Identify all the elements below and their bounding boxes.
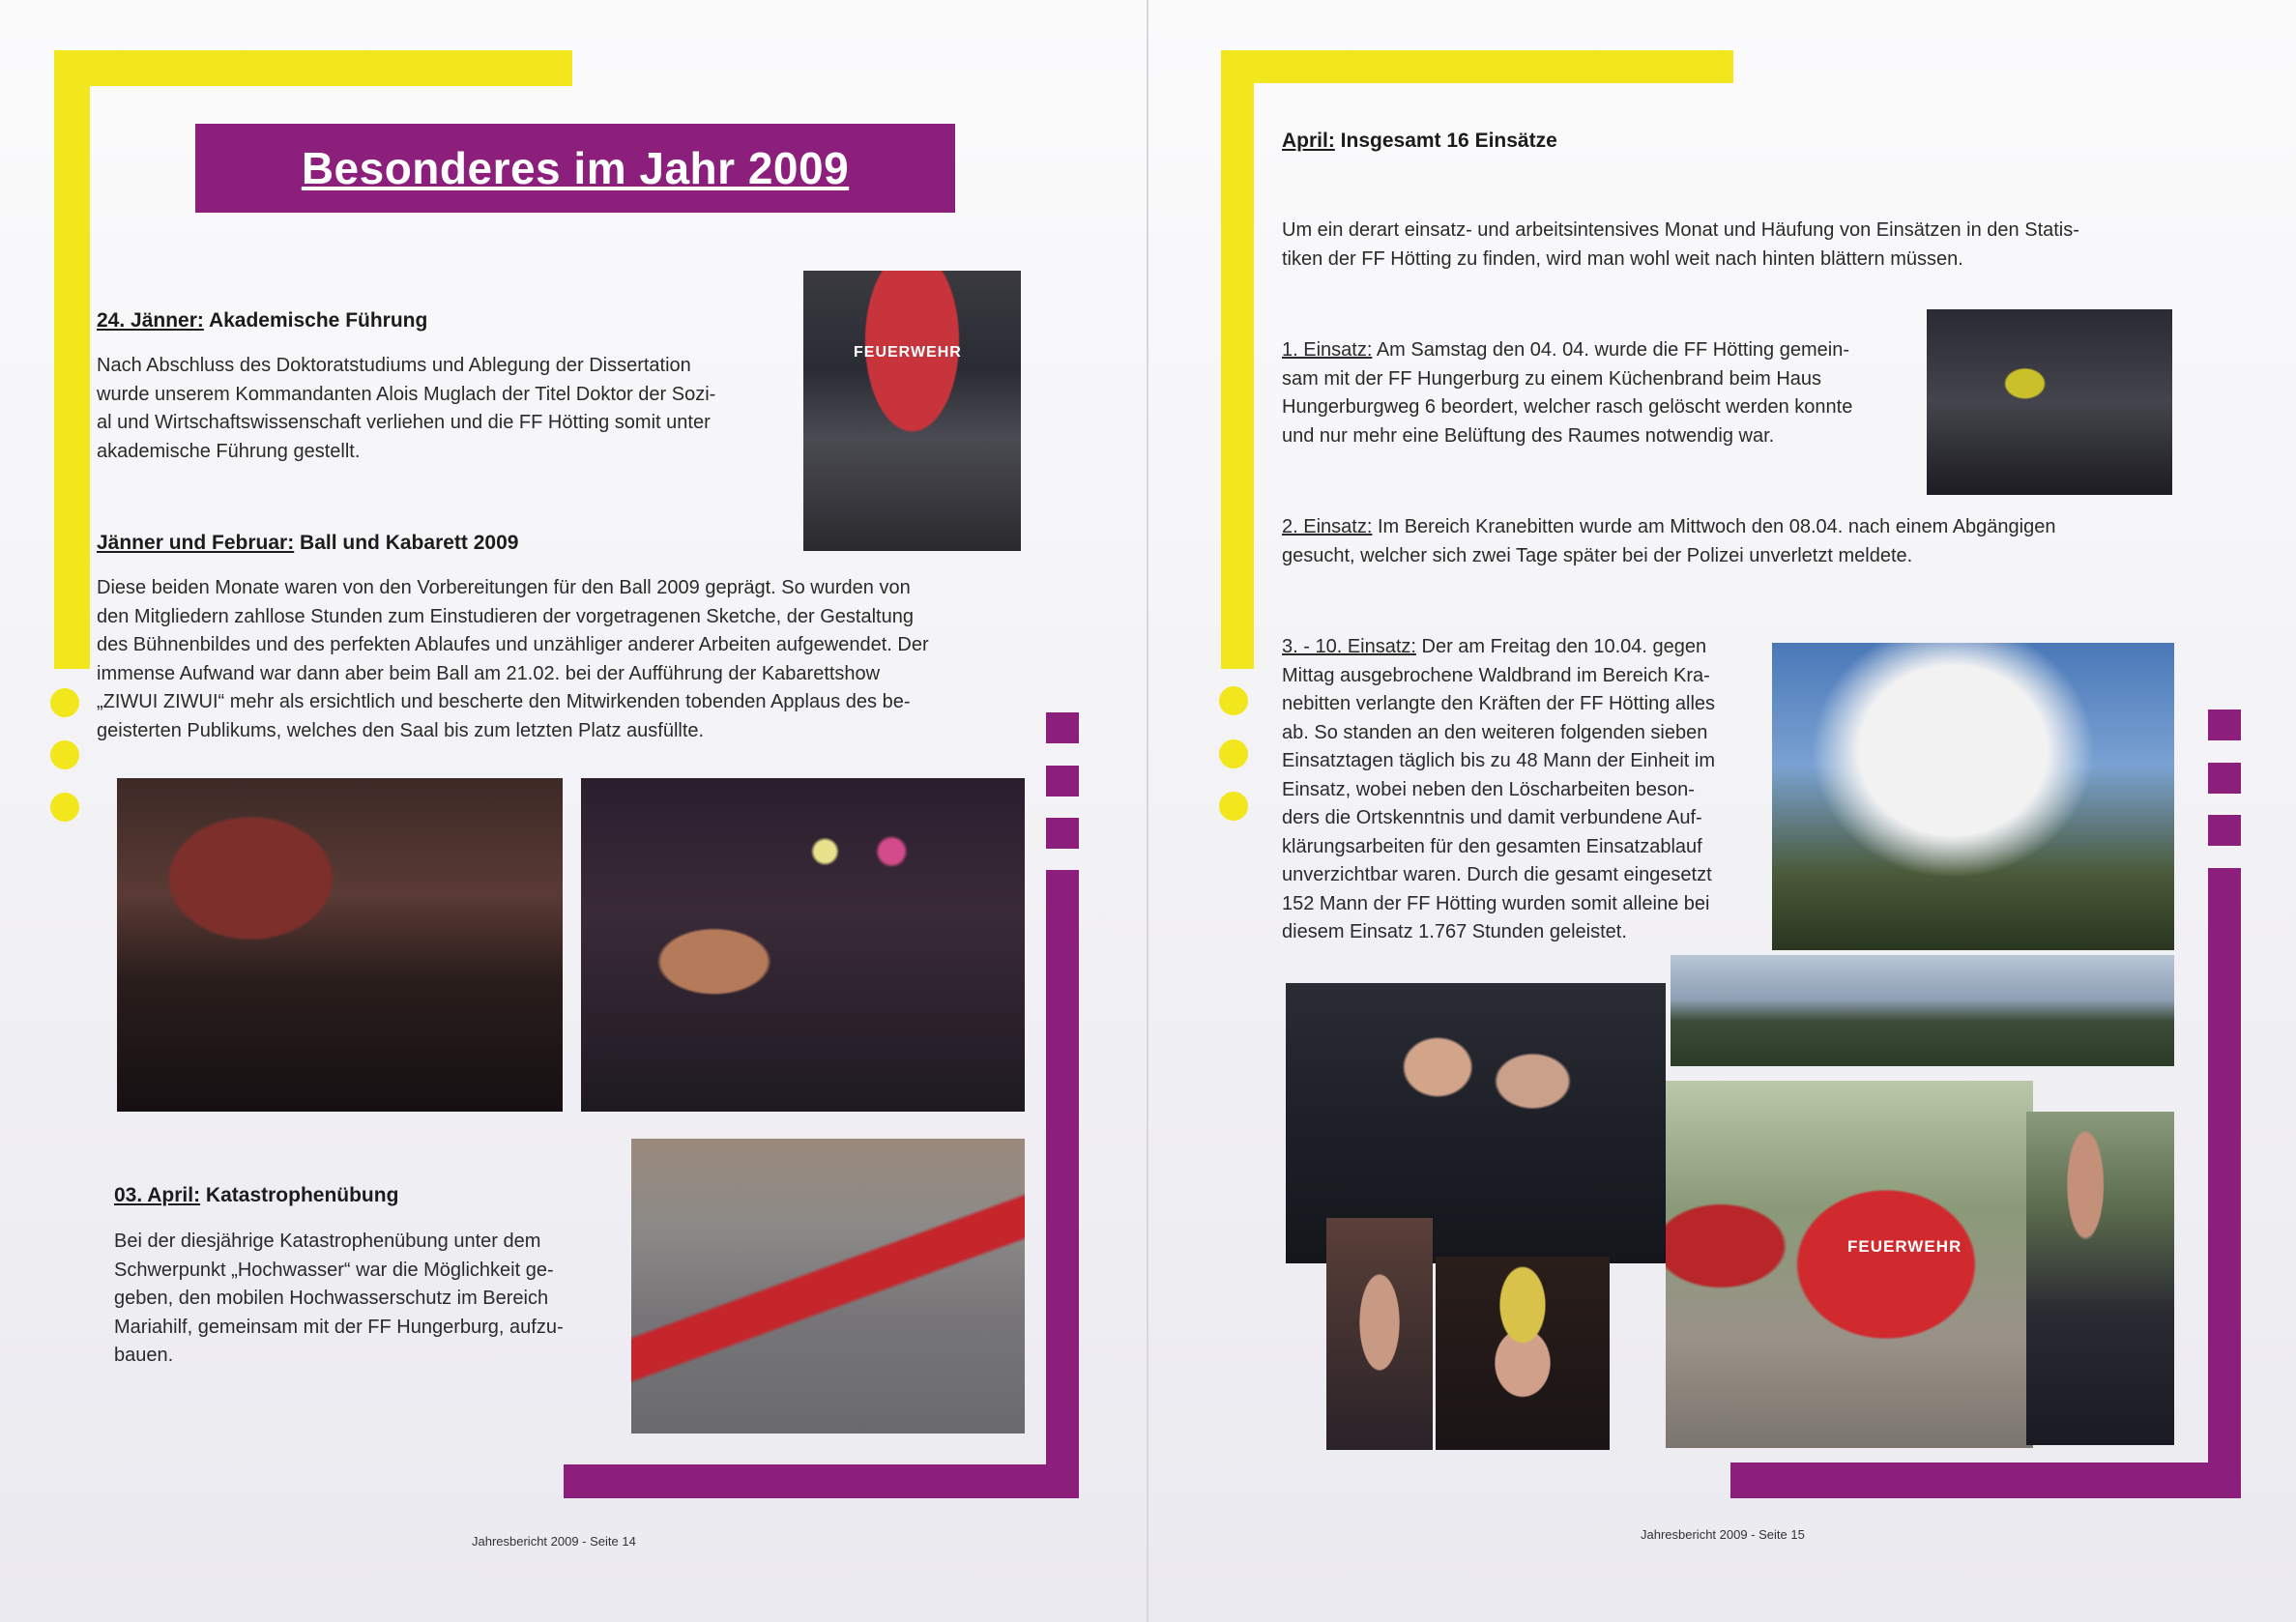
einsatz-first-line: Der am Freitag den 10.04. gegen <box>1415 636 1707 657</box>
page-right <box>1147 0 2296 1622</box>
einsatz-label: 3. - 10. Einsatz: <box>1282 636 1416 657</box>
text-line: Mariahilf, gemeinsam mit der FF Hungerburg, aufzu- <box>114 1316 564 1338</box>
section-topic: Akademische Führung <box>208 309 428 332</box>
text-line: nebitten verlangte den Kräften der FF Hötting alles <box>1282 693 1716 714</box>
section-heading <box>114 1184 398 1207</box>
purple-frame-right <box>2208 868 2241 1498</box>
text-line: tiken der FF Hötting zu finden, wird man wohl weit nach hinten blättern müssen. <box>1282 247 1963 270</box>
text-line: diesem Einsatz 1.767 Stunden geleistet. <box>1282 921 1627 942</box>
engine-sign: FEUERWEHR <box>1847 1237 1962 1256</box>
text-line <box>1282 336 1930 365</box>
section-topic: Katastrophenübung <box>205 1184 399 1206</box>
purple-square <box>2208 815 2241 846</box>
intro-text <box>1282 217 2191 274</box>
text-line: geisterten Publikums, welches den Saal bis zum letzten Platz ausfüllte. <box>97 719 705 741</box>
purple-frame-bottom <box>1730 1463 2241 1498</box>
purple-square <box>1046 766 1079 797</box>
einsatz-label: 1. Einsatz: <box>1282 339 1373 361</box>
purple-square <box>2208 763 2241 794</box>
einsatz-first-line: Am Samstag den 04. 04. wurde die FF Hötting gemein- <box>1372 339 1849 361</box>
month-label: April: <box>1282 130 1335 152</box>
page-title: Besonderes im Jahr 2009 <box>301 143 850 193</box>
text-line: Diese beiden Monate waren von den Vorbereitungen für den Ball 2009 geprägt. So wurden von <box>97 577 911 598</box>
text-line: akademische Führung gestellt. <box>97 440 361 462</box>
section-text <box>97 352 793 466</box>
section-text <box>114 1228 617 1371</box>
purple-frame-right <box>1046 870 1079 1498</box>
text-line: unverzichtbar waren. Durch die gesamt eingesetzt <box>1282 864 1712 885</box>
yellow-dot <box>1219 792 1248 821</box>
text-line: immense Aufwand war dann aber beim Ball am 21.02. bei der Aufführung der Kabarettshow <box>97 662 881 684</box>
yellow-frame-left <box>54 50 90 669</box>
text-line: des Bühnenbildes und des perfekten Ablaufes und unzähliger anderer Arbeiten aufgewendet. Der <box>97 634 929 655</box>
photo-firefighter-helmet <box>1436 1257 1610 1450</box>
yellow-dot <box>1219 739 1248 768</box>
text-line: den Mitgliedern zahllose Stunden zum Einstudieren der vorgetragenen Sketche, der Gestaltung <box>97 605 914 627</box>
text-line: ab. So standen an den weiteren folgenden sieben <box>1282 721 1708 743</box>
text-line: und nur mehr eine Belüftung des Raumes notwendig war. <box>1282 424 1775 447</box>
text-line: ders die Ortskenntnis und damit verbundene Auf- <box>1282 807 1702 828</box>
text-line: gesucht, welcher sich zwei Tage später bei der Polizei unverletzt meldete. <box>1282 544 1913 566</box>
text-line: Nach Abschluss des Doktoratstudiums und Ablegung der Dissertation <box>97 355 691 376</box>
text-line: bauen. <box>114 1345 174 1366</box>
page-left <box>0 0 1147 1622</box>
page-footer: Jahresbericht 2009 - Seite 15 <box>1641 1527 1805 1542</box>
text-line: 152 Mann der FF Hötting wurden somit alleine bei <box>1282 892 1710 914</box>
yellow-dot <box>50 793 79 822</box>
text-line: „ZIWUI ZIWUI“ mehr als ersichtlich und bescherte den Mitwirkenden tobenden Applaus des be- <box>97 691 911 712</box>
einsatz-label: 2. Einsatz: <box>1282 516 1373 537</box>
text-line: Bei der diesjährige Katastrophenübung unter dem <box>114 1231 541 1252</box>
page-footer: Jahresbericht 2009 - Seite 14 <box>472 1534 636 1549</box>
month-heading <box>1282 130 1557 153</box>
page-title-box <box>195 124 955 213</box>
text-line: Hungerburgweg 6 beordert, welcher rasch gelöscht werden konnte <box>1282 396 1853 418</box>
purple-square <box>2208 710 2241 740</box>
section-topic: Ball und Kabarett 2009 <box>300 532 519 554</box>
text-line: klärungsarbeiten für den gesamten Einsatzablauf <box>1282 835 1702 857</box>
yellow-frame-top <box>1221 50 1733 83</box>
text-line: Einsatztagen täglich bis zu 48 Mann der Einheit im <box>1282 750 1716 771</box>
text-line: sam mit der FF Hungerburg zu einem Küchenbrand beim Haus <box>1282 367 1822 390</box>
einsatz-first-line: Im Bereich Kranebitten wurde am Mittwoch den 08.04. nach einem Abgängigen <box>1372 516 2056 537</box>
photo-kabarett-show <box>581 778 1025 1112</box>
section-text <box>97 574 1025 745</box>
photo-fire-engines <box>1666 1081 2033 1448</box>
photo-ball-hall <box>117 778 563 1112</box>
photo-flood-protection <box>631 1139 1025 1434</box>
yellow-frame-left <box>1221 50 1254 669</box>
photo-firefighter-drinking <box>2026 1112 2174 1445</box>
section-date: Jänner und Februar: <box>97 532 295 554</box>
yellow-dot <box>50 740 79 769</box>
text-line: Mittag ausgebrochene Waldbrand im Bereich Kra- <box>1282 664 1710 686</box>
purple-square <box>1046 818 1079 849</box>
yellow-frame-top <box>54 50 572 86</box>
text-line: Um ein derart einsatz- und arbeitsintensives Monat und Häufung von Einsätzen in den Statis- <box>1282 219 2079 241</box>
einsatz-2-text <box>1282 513 2200 570</box>
einsatz-1-text <box>1282 336 1930 450</box>
photo-kitchen-fire-crew <box>1927 309 2172 495</box>
month-summary: Insgesamt 16 Einsätze <box>1340 130 1557 152</box>
yellow-dot <box>50 688 79 717</box>
section-heading <box>97 532 518 555</box>
text-line: wurde unserem Kommandanten Alois Muglach der Titel Doktor der Sozi- <box>97 383 716 405</box>
photo-fire-truck-group <box>803 271 1021 551</box>
text-line: Schwerpunkt „Hochwasser“ war die Möglichkeit ge- <box>114 1259 554 1281</box>
text-line <box>1282 513 2200 542</box>
text-line: Einsatz, wobei neben den Löscharbeiten beson- <box>1282 778 1695 800</box>
einsatz-3-text <box>1282 633 1765 947</box>
text-line: geben, den mobilen Hochwasserschutz im Bereich <box>114 1288 549 1309</box>
purple-square <box>1046 712 1079 743</box>
text-line: al und Wirtschaftswissenschaft verliehen und die FF Hötting somit unter <box>97 412 711 433</box>
text-line <box>1282 633 1765 662</box>
purple-frame-bottom <box>564 1464 1079 1498</box>
section-date: 03. April: <box>114 1184 201 1206</box>
photo-forest-fire-smoke <box>1772 643 2174 950</box>
yellow-dot <box>1219 686 1248 715</box>
photo-firefighter-portrait <box>1326 1218 1433 1450</box>
photo-valley-view <box>1671 955 2174 1066</box>
truck-sign: FEUERWEHR <box>854 344 962 361</box>
section-date: 24. Jänner: <box>97 309 204 332</box>
section-heading <box>97 309 427 333</box>
